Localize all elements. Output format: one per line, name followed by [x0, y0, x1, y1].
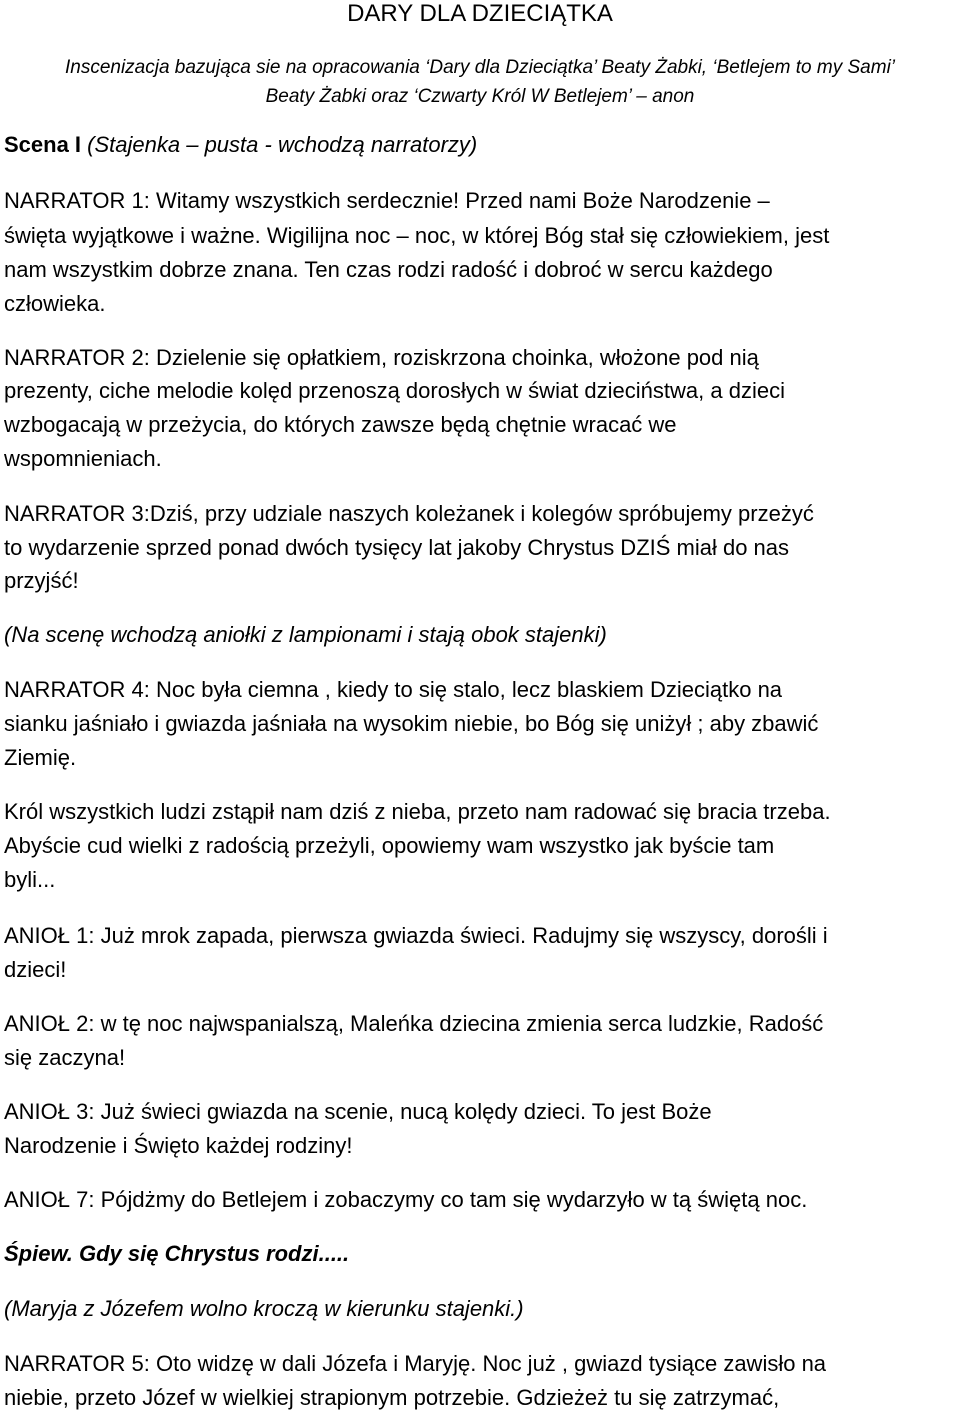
aniol7-line: ANIOŁ 7: Pójdżmy do Betlejem i zobaczymy co tam się wydarzyło w tą świętą noc.	[4, 1187, 808, 1212]
narrator4-line: Ziemię.	[4, 745, 77, 770]
stage-direction: (Maryja z Józefem wolno kroczą w kierunku stajenki.)	[4, 1296, 524, 1321]
scene-heading	[4, 134, 477, 156]
narrator2-line: prezenty, ciche melodie kolęd przenoszą dorosłych w świat dzieciństwa, a dzieci	[4, 378, 785, 403]
narrator1-line: NARRATOR 1: Witamy wszystkich serdecznie! Przed nami Boże Narodzenie –	[4, 188, 770, 213]
narrator5-line: niebie, przeto Józef w wielkiej strapionym potrzebie. Gdzieżeż tu się zatrzymać,	[4, 1385, 780, 1410]
verse-line: byli...	[4, 867, 56, 892]
narrator2-line: wzbogacają w przeżycia, do których zawsze będą chętnie wracać we	[4, 412, 677, 437]
scene-note: (Stajenka – pusta - wchodzą narratorzy)	[87, 132, 478, 157]
aniol1-line: ANIOŁ 1: Już mrok zapada, pierwsza gwiazda świeci. Radujmy się wszyscy, dorośli i	[4, 923, 828, 948]
narrator1-line: nam wszystkim dobrze znana. Ten czas rodzi radość i dobroć w sercu każdego	[4, 257, 773, 282]
narrator3-line: NARRATOR 3:Dziś, przy udziale naszych koleżanek i kolegów spróbujemy przeżyć	[4, 501, 814, 526]
document-title: DARY DLA DZIECIĄTKA	[347, 0, 613, 27]
narrator1-line: święta wyjątkowe i ważne. Wigilijna noc – noc, w której Bóg stał się człowiekiem, jest	[4, 223, 830, 248]
aniol2-line: się zaczyna!	[4, 1045, 126, 1070]
aniol1-line: dzieci!	[4, 957, 67, 982]
aniol3-line: Narodzenie i Święto każdej rodziny!	[4, 1133, 353, 1158]
verse-line: Abyście cud wielki z radością przeżyli, opowiemy wam wszystko jak byście tam	[4, 833, 775, 858]
narrator3-line: przyjść!	[4, 568, 79, 593]
narrator1-line: człowieka.	[4, 291, 106, 316]
scene-label: Scena I	[4, 132, 82, 157]
narrator2-line: wspomnieniach.	[4, 446, 162, 471]
narrator4-line: sianku jaśniało i gwiazda jaśniała na wysokim niebie, bo Bóg się uniżył ; aby zbawić	[4, 711, 819, 736]
aniol3-line: ANIOŁ 3: Już świeci gwiazda na scenie, nucą kolędy dzieci. To jest Boże	[4, 1099, 712, 1124]
aniol2-line: ANIOŁ 2: w tę noc najwspanialszą, Maleńka dziecina zmienia serca ludzkie, Radość	[4, 1011, 824, 1036]
narrator5-line: NARRATOR 5: Oto widzę w dali Józefa i Maryję. Noc już , gwiazd tysiące zawisło na	[4, 1351, 827, 1376]
subtitle-line: Inscenizacja bazująca sie na opracowania ‘Dary dla Dzieciątka’ Beaty Żabki, ‘Betlejem to my Sami’	[64, 57, 896, 78]
subtitle-line: Beaty Żabki oraz ‘Czwarty Król W Betlejem’ – anon	[265, 86, 695, 107]
song-heading: Śpiew. Gdy się Chrystus rodzi.....	[4, 1241, 350, 1266]
narrator4-line: NARRATOR 4: Noc była ciemna , kiedy to się stalo, lecz blaskiem Dzieciątko na	[4, 677, 783, 702]
stage-direction: (Na scenę wchodzą aniołki z lampionami i stają obok stajenki)	[4, 622, 607, 647]
narrator2-line: NARRATOR 2: Dzielenie się opłatkiem, roziskrzona choinka, włożone pod nią	[4, 345, 759, 370]
verse-line: Król wszystkich ludzi zstąpił nam dziś z nieba, przeto nam radować się bracia trzeba.	[4, 799, 831, 824]
narrator3-line: to wydarzenie sprzed ponad dwóch tysięcy lat jakoby Chrystus DZIŚ miał do nas	[4, 535, 790, 560]
